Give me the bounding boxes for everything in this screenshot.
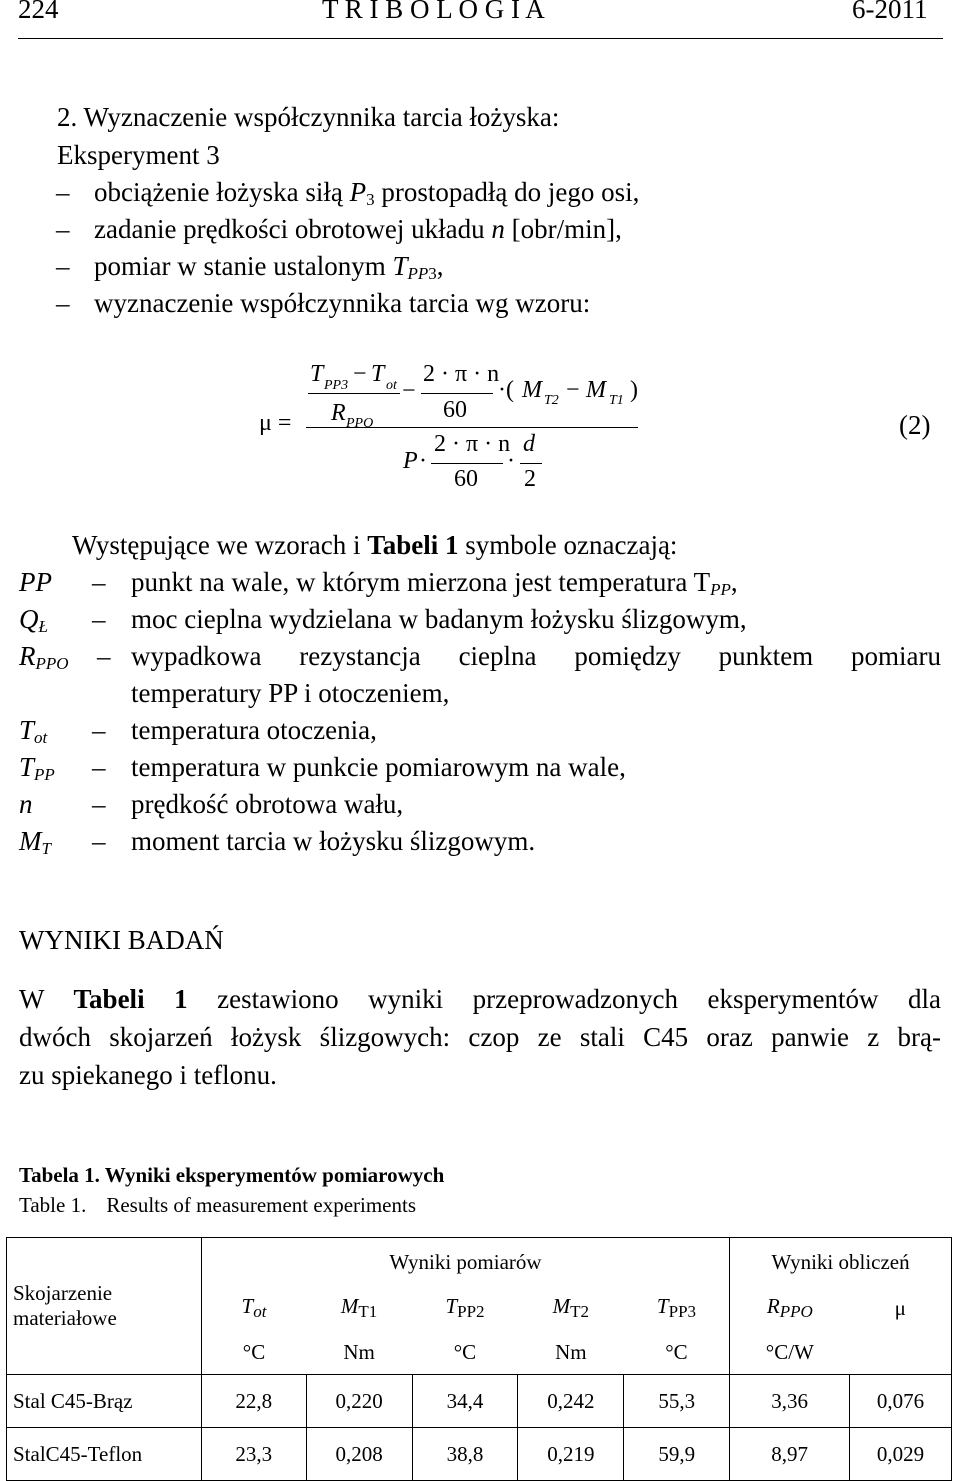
table-cell: 0,029 [850,1428,952,1481]
symbol-definition: prędkość obrotowa wału, [131,789,404,819]
list-item: obciążenie łożyska siłą $P_3$ prostopadłą do jego osi, [94,177,640,209]
results-heading: WYNIKI BADAŃ [19,925,224,955]
col-header: μ [894,1295,906,1320]
col-header: $T_{PP2}$ [445,1294,485,1321]
symbol-definition: temperatura w punkcie pomiarowym na wale, [131,752,626,782]
list-item: wyznaczenie współczynnika tarcia wg wzoru: [94,288,591,318]
page-number: 224 [18,0,59,24]
col-unit: °C [201,1330,306,1375]
section-heading: 2. Wyznaczenie współczynnika tarcia łożyska: [57,102,560,132]
col-unit: °C [453,1339,477,1364]
col-header: $T_{PP3}$ [656,1294,697,1321]
table-cell: 0,076 [850,1375,952,1428]
col-unit: °C/W [730,1330,850,1375]
table-group-measurements: Wyniki pomiarów [201,1238,729,1287]
list-item: pomiar w stanie ustalonym $T_{PP3}$, [94,251,444,283]
experiment-label: Eksperyment 3 [57,140,220,170]
col-header: $R_{PPO}$ [730,1286,850,1330]
results-table [6,1237,952,1481]
results-paragraph-line2: dwóch skojarzeń łożysk ślizgowych: czop ze stali C45 oraz panwie z brą- [19,1022,941,1052]
col-unit: Nm [555,1339,587,1364]
symbol-TPP: $T_{PP}$ [19,752,55,784]
row-label: Stal C45-Brąz [7,1375,202,1428]
list-dash: – [56,214,70,244]
symbol-definition: wypadkowa rezystancja cieplna pomiędzy punktem pomiaru [131,641,941,671]
results-paragraph-line3: zu spiekanego i teflonu. [19,1060,277,1090]
table-caption-pl: Tabela 1. Wyniki eksperymentów pomiarowych [19,1163,445,1187]
table-cell: 59,9 [624,1428,730,1481]
results-paragraph-line1: W Tabeli 1 zestawiono wyniki przeprowadzonych eksperymentów dla [19,984,941,1014]
col-header: $T_{ot}$ [201,1286,306,1330]
table-cell: 34,4 [412,1375,518,1428]
table-row [7,1428,952,1481]
table-cell: 38,8 [412,1428,518,1481]
main-fraction-line [306,427,638,428]
mu-equals: μ = [259,410,292,436]
table-cell: 0,242 [518,1375,624,1428]
table-group-calculations: Wyniki obliczeń [730,1238,952,1287]
table-header-material: Skojarzenie materiałowe [13,1281,117,1330]
table-cell: 0,219 [518,1428,624,1481]
symbol-definition: moment tarcia w łożysku ślizgowym. [131,826,536,856]
symbol-definition: temperatura otoczenia, [131,715,377,745]
list-dash: – [56,288,70,318]
symbol-QL: $Q_Ł$ [19,604,48,636]
symbol-MT: $M_T$ [19,826,51,858]
equation-number: (2) [899,410,931,440]
list-dash: – [56,177,70,207]
fraction-line [421,393,493,394]
symbol-definition-cont: temperatury PP i otoczeniem, [131,678,450,708]
table-cell: 0,208 [306,1428,412,1481]
list-item: zadanie prędkości obrotowej układu n [obr/min], [94,214,622,244]
table-caption-en: Table 1. Results of measurement experiments [19,1193,417,1217]
symbol-n: n [19,789,33,819]
col-header: $M_{T2}$ [552,1294,590,1321]
col-unit: Nm [343,1339,375,1364]
fraction-line [520,463,542,464]
symbol-PP: PP [19,567,52,597]
formula-2: μ = T PP3 − T ot R PPO − 2 · π · n 60 ·( M T2 − M T1 ) P · 2 · π · n 60 · d 2 (2) [259,361,931,492]
row-label: StalC45-Teflon [7,1428,202,1481]
col-header: $M_{T1}$ [340,1294,378,1321]
col-unit [850,1330,952,1375]
table-cell: 23,3 [201,1428,306,1481]
col-unit: °C [665,1339,688,1364]
symbol-definition: moc cieplna wydzielana w badanym łożysku ślizgowym, [131,604,747,634]
symbols-intro: Występujące we wzorach i Tabeli 1 symbole oznaczają: [72,530,678,560]
symbol-RPPO: $R_{PPO}$ [19,641,69,673]
symbol-Tot: $T_{ot}$ [19,715,48,747]
symbol-definition: punkt na wale, w którym mierzona jest temperatura $T_{PP}$, [131,567,738,599]
table-cell: 3,36 [730,1375,850,1428]
fraction-line [431,463,503,464]
table-cell: 22,8 [201,1375,306,1428]
journal-title: T R I B O L O G I A [322,0,545,24]
table-cell: 0,220 [306,1375,412,1428]
table-cell: 8,97 [730,1428,850,1481]
table-row [7,1375,952,1428]
list-dash: – [56,251,70,281]
table-cell: 55,3 [624,1375,730,1428]
issue-number: 6-2011 [852,0,928,24]
fraction-line [308,393,400,394]
